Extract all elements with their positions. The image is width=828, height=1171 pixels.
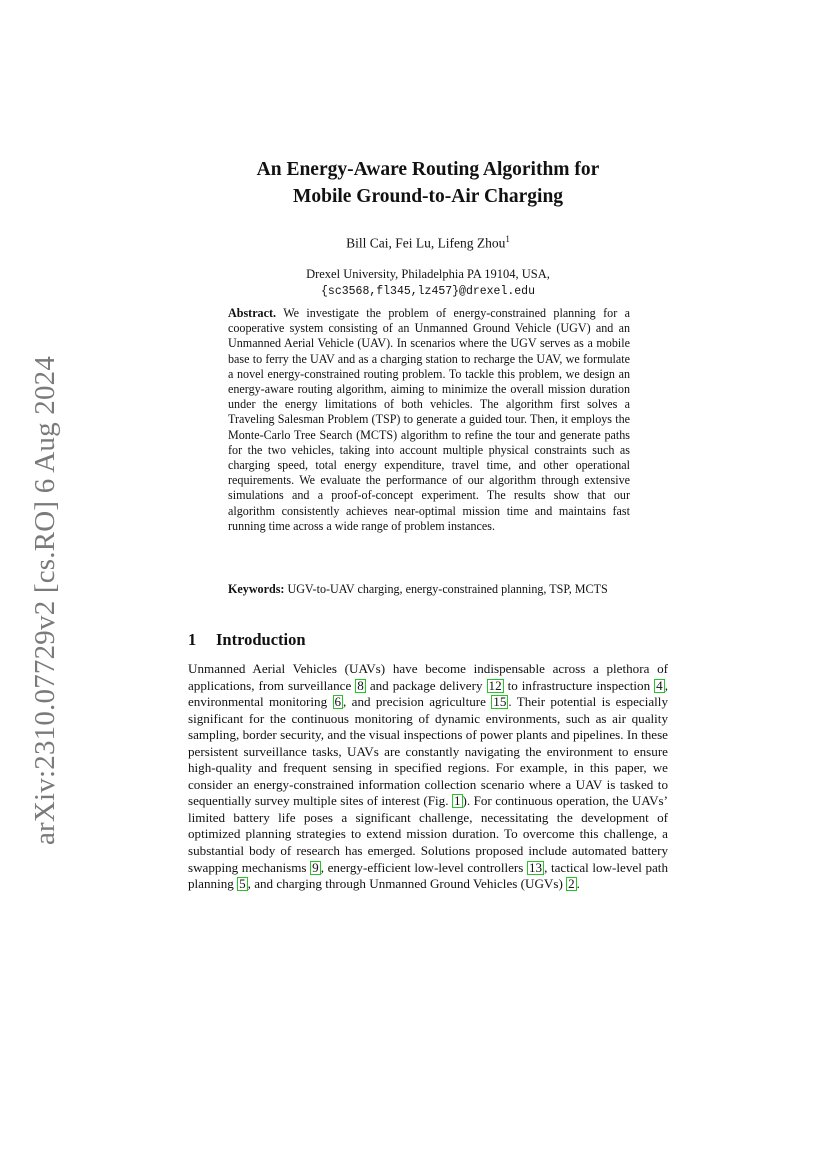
section-number: 1 — [188, 630, 197, 649]
arxiv-identifier — [26, 355, 66, 845]
intro-text: , and precision agriculture — [343, 694, 486, 710]
title-line-2: Mobile Ground-to-Air Charging — [292, 186, 564, 207]
author-affiliation-mark: 1 — [505, 234, 510, 244]
intro-text: , energy-efficient low-level controllers — [320, 859, 524, 875]
intro-text: . — [576, 876, 580, 892]
intro-text: , environmental monitoring — [188, 677, 668, 710]
affiliation-line: Drexel University, Philadelphia PA 19104, USA, — [306, 267, 550, 281]
citation-link[interactable]: 8 — [357, 677, 364, 693]
affiliation — [150, 266, 706, 300]
intro-text: , and charging through Unmanned Ground Vehicles (UGVs) — [247, 876, 563, 892]
citation-link[interactable]: 12 — [488, 677, 502, 693]
arxiv-identifier-text: arXiv:2310.07729v2 [cs.RO] 6 Aug 2024 — [29, 355, 62, 845]
author-list — [150, 234, 706, 252]
citation-link[interactable]: 2 — [568, 876, 575, 892]
intro-text: and package delivery — [369, 677, 483, 693]
section-title: Introduction — [216, 630, 306, 649]
paper-title — [150, 156, 706, 210]
citation-link[interactable]: 4 — [656, 677, 663, 693]
title-line-1: An Energy-Aware Routing Algorithm for — [256, 159, 600, 180]
intro-text: ). For continuous operation, the UAVs’ limited battery life poses a significant challenge, necessitating the development of optimized planning strategies to extend mission duration. To overcome this challenge, a substantial body of research has emerged. Solutions proposed include automated battery swapping mechanisms — [188, 793, 668, 875]
abstract-text: We investigate the problem of energy-constrained planning for a cooperative system consisting of an Unmanned Ground Vehicle (UGV) and an Unmanned Aerial Vehicle (UAV). In scenarios where the UGV serves as a mobile base to ferry the UAV and as a charging station to recharge the UAV, we formulate a novel energy-constrained routing problem. To tackle this problem, we design an energy-aware routing algorithm, aiming to minimize the overall mission duration under the energy limitations of both vehicles. The algorithm first solves a Traveling Salesman Problem (TSP) to generate a guided tour. Then, it employs the Monte-Carlo Tree Search (MCTS) algorithm to refine the tour and generate paths for the two vehicles, taking into account multiple physical constraints such as charging speed, total energy expenditure, travel time, and other operational requirements. We evaluate the performance of our algorithm through extensive simulations and a proof-of-concept experiment. The results show that our algorithm consistently achieves near-optimal mission time and maintains fast running time across a wide range of problem instances. — [228, 306, 630, 533]
citation-link[interactable]: 13 — [529, 859, 543, 875]
citation-link[interactable]: 9 — [312, 859, 319, 875]
intro-text: Unmanned Aerial Vehicles (UAVs) have become indispensable across a plethora of applications, from surveillance — [188, 661, 668, 693]
keywords-label: Keywords: — [228, 582, 285, 596]
section-heading — [188, 630, 668, 650]
keywords — [228, 582, 630, 597]
citation-link[interactable]: 5 — [239, 876, 246, 892]
abstract — [228, 306, 630, 534]
intro-text: , tactical low-level path planning — [188, 859, 668, 892]
intro-text: . Their potential is especially significant for the continuous monitoring of dynamic environments, such as air quality sampling, border security, and the visual inspections of power plants and pipelines. In these persistent surveillance tasks, UAVs are constantly navigating the environment to ensure high-quality and frequent sensing in specified regions. For example, in this paper, we consider an energy-constrained information collection scenario where a UAV is tasked to sequentially survey multiple sites of interest (Fig. — [188, 694, 668, 809]
introduction-paragraph — [188, 661, 668, 893]
citation-link[interactable]: 15 — [493, 694, 507, 710]
citation-link[interactable]: 6 — [334, 694, 342, 710]
author-emails: {sc3568,fl345,lz457}@drexel.edu — [321, 285, 535, 298]
author-names: Bill Cai, Fei Lu, Lifeng Zhou — [346, 235, 506, 251]
keywords-text: UGV-to-UAV charging, energy-constrained planning, TSP, MCTS — [287, 582, 608, 596]
figure-link[interactable]: 1 — [453, 793, 461, 809]
intro-text: to infrastructure inspection — [507, 677, 651, 693]
abstract-label: Abstract. — [228, 306, 277, 320]
